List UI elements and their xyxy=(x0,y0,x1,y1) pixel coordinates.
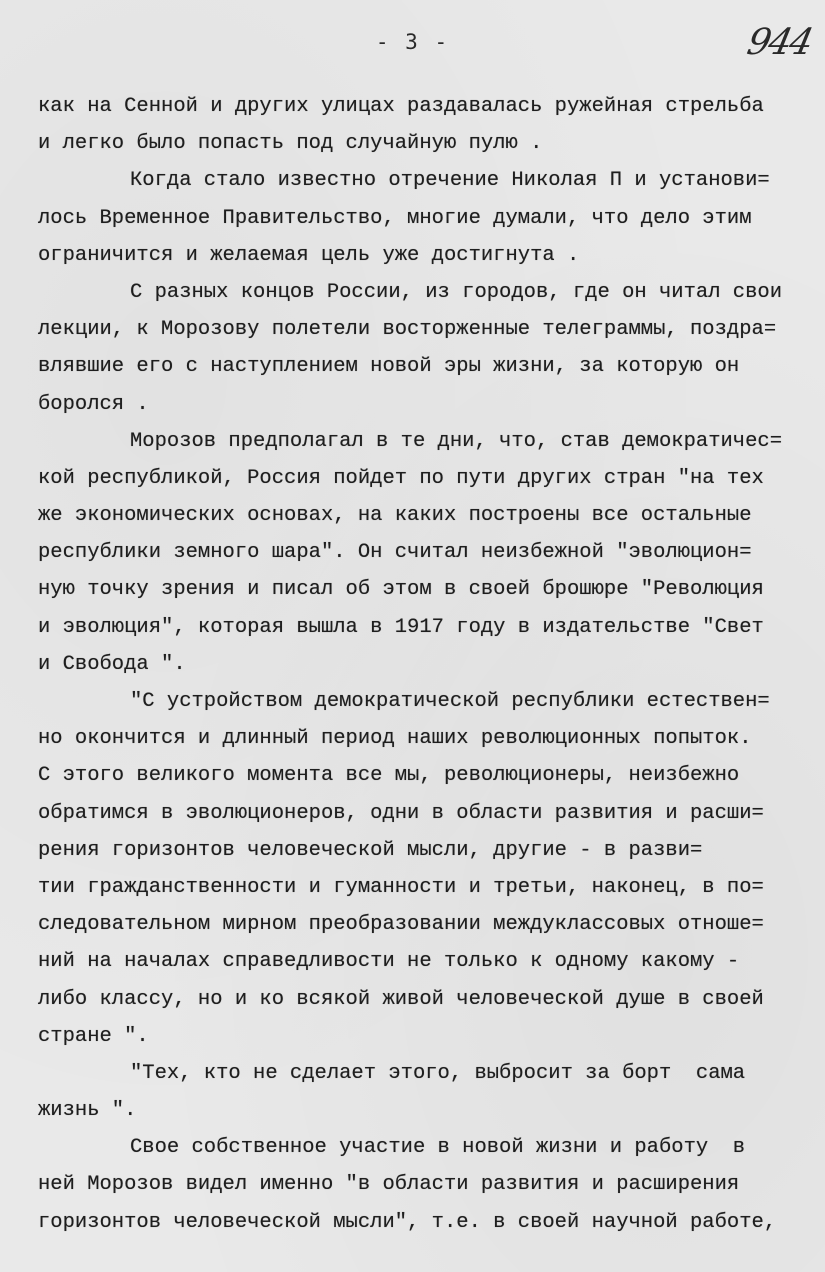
text-line: рения горизонтов человеческой мысли, другие - в разви= xyxy=(38,838,703,862)
paragraph-start-line: "С устройством демократической республики естествен= xyxy=(130,690,770,713)
archive-folio-mark: 944 xyxy=(743,22,816,63)
text-line: ную точку зрения и писал об этом в своей брошюре "Революция xyxy=(38,578,764,602)
page-number: - 3 - xyxy=(375,30,450,54)
text-line: ней Морозов видел именно "в области развития и расширения xyxy=(38,1173,740,1197)
text-line: горизонтов человеческой мысли", т.е. в своей научной работе, xyxy=(38,1210,777,1234)
text-line: но окончится и длинный период наших революционных попыток. xyxy=(38,727,752,751)
paragraph-start-line: "Тех, кто не сделает этого, выбросит за борт сама xyxy=(130,1061,746,1085)
text-line: стране ". xyxy=(38,1024,149,1048)
text-line: и Свобода ". xyxy=(38,652,186,676)
body-text xyxy=(38,88,825,1241)
text-line: жизнь ". xyxy=(38,1099,137,1123)
text-line: же экономических основах, на каких построены все остальные xyxy=(38,504,752,528)
paragraph-start-line: Морозов предполагал в те дни, что, став демократичес= xyxy=(130,429,783,453)
paragraph-start-line: Свое собственное участие в новой жизни и работу в xyxy=(130,1136,746,1160)
text-line: лекции, к Морозову полетели восторженные телеграммы, поздра= xyxy=(38,318,777,342)
text-line: лось Временное Правительство, многие думали, что дело этим xyxy=(38,206,752,230)
paragraph-start-line: Когда стало известно отречение Николая П и установи= xyxy=(130,169,770,193)
text-line: либо классу, но и ко всякой живой человеческой душе в своей xyxy=(38,987,764,1011)
text-line: следовательном мирном преобразовании междуклассовых отноше= xyxy=(38,913,764,937)
text-line: республики земного шара". Он считал неизбежной "эволюцион= xyxy=(38,541,752,565)
text-line: обратимся в эволюционеров, одни в области развития и расши= xyxy=(38,801,764,825)
text-line: кой республикой, Россия пойдет по пути других стран "на тех xyxy=(38,466,764,490)
text-line: и эволюция", которая вышла в 1917 году в издательстве "Свет xyxy=(38,615,764,639)
text-line: С этого великого момента все мы, революционеры, неизбежно xyxy=(38,764,740,788)
text-line: тии гражданственности и гуманности и третьи, наконец, в по= xyxy=(38,875,764,899)
text-line: и легко было попасть под случайную пулю . xyxy=(38,132,543,156)
text-line: ограничится и желаемая цель уже достигнута . xyxy=(38,243,580,267)
text-line: как на Сенной и других улицах раздавалась ружейная стрельба xyxy=(38,95,764,118)
text-line: влявшие его с наступлением новой эры жизни, за которую он xyxy=(38,355,740,379)
text-line: ний на началах справедливости не только к одному какому - xyxy=(38,950,740,974)
paragraph-start-line: С разных концов России, из городов, где он читал свои xyxy=(130,280,783,304)
text-line: боролся . xyxy=(38,392,149,416)
